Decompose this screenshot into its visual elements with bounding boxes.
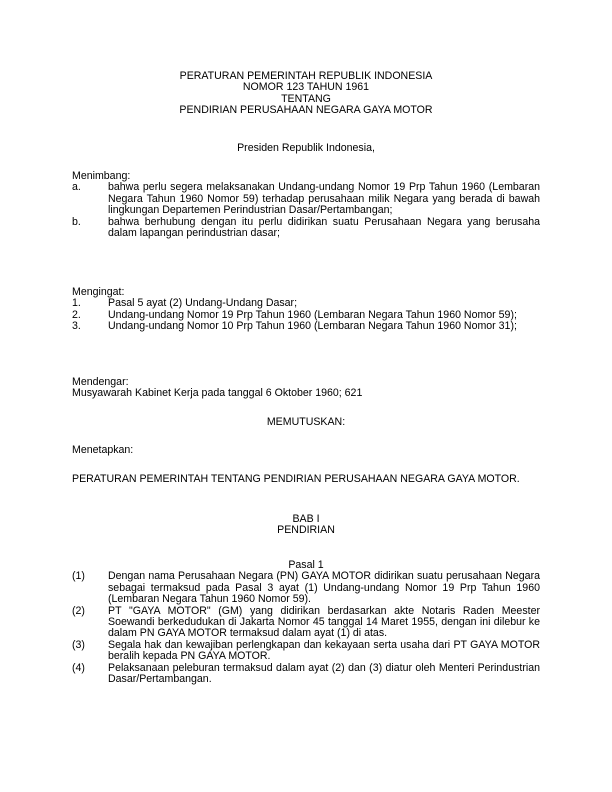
item-number: 3. (72, 320, 81, 333)
title-line: PENDIRIAN PERUSAHAAN NEGARA GAYA MOTOR (179, 104, 433, 117)
item-number: b. (72, 215, 81, 228)
item-number: 2. (72, 308, 81, 321)
chapter-subtitle: PENDIRIAN (277, 524, 335, 537)
item-text: Dengan nama Perusahaan Negara (PN) GAYA MOTOR didirikan suatu perusahaan Negara sebagai termaksud pada Pasal 3 ayat (1) Undang-undang Nomor 19 Prp Tahun 1960 (Lembaran Negara Tahun 1960 Nomor 59). (108, 570, 540, 606)
mendengar-section (72, 377, 540, 400)
pasal-1-section (72, 560, 540, 685)
item-number: (4) (72, 661, 85, 674)
title-line: TENTANG (281, 92, 331, 105)
list-item (72, 606, 540, 640)
item-text: Undang-undang Nomor 10 Prp Tahun 1960 (Lembaran Negara Tahun 1960 Nomor 31); (108, 320, 517, 333)
item-text: Segala hak dan kewajiban perlengkapan dan kekayaan serta usaha dari PT GAYA MOTOR beralih kepada PN GAYA MOTOR. (108, 638, 540, 663)
item-text: PT "GAYA MOTOR" (GM) yang didirikan berdasarkan akte Notaris Raden Meester Soewandi berkedudukan di Jakarta Nomor 45 tanggal 14 Maret 1955, dengan ini dilebur ke dalam PN GAYA MOTOR termaksud dalam ayat (1) di atas. (108, 604, 540, 640)
item-number: (3) (72, 638, 85, 651)
item-number: (2) (72, 604, 85, 617)
list-item (72, 663, 540, 686)
section-heading: Mengingat: (72, 286, 125, 298)
document-title (72, 71, 540, 117)
item-text: bahwa perlu segera melaksanakan Undang-undang Nomor 19 Prp Tahun 1960 (Lembaran Negara Tahun 1960 Nomor 59) terhadap perusahaan milik Negara yang berada di bawah lingkungan Departemen Perindustrian Dasar/Pertambangan; (108, 181, 540, 217)
item-text: Pelaksanaan peleburan termaksud dalam ayat (2) dan (3) diatur oleh Menteri Perindustrian Dasar/Pertambangan. (108, 661, 540, 686)
list-item (72, 217, 540, 240)
item-number: 1. (72, 297, 81, 310)
mengingat-section (72, 287, 540, 333)
list-item (72, 321, 540, 332)
chapter-heading (72, 514, 540, 537)
section-heading: Mendengar: (72, 376, 129, 388)
chapter-title: BAB I (292, 513, 320, 525)
list-item (72, 182, 540, 216)
list-item (72, 571, 540, 605)
list-item (72, 640, 540, 663)
item-text: Undang-undang Nomor 19 Prp Tahun 1960 (Lembaran Negara Tahun 1960 Nomor 59); (108, 308, 517, 321)
item-text: Pasal 5 ayat (2) Undang-Undang Dasar; (108, 297, 298, 310)
item-number: (1) (72, 570, 85, 583)
section-heading: Menimbang: (72, 170, 131, 182)
menetapkan-text: PERATURAN PEMERINTAH TENTANG PENDIRIAN PERUSAHAAN NEGARA GAYA MOTOR. (72, 473, 520, 485)
section-text: Musyawarah Kabinet Kerja pada tanggal 6 Oktober 1960; 621 (72, 387, 363, 400)
menimbang-section (72, 171, 540, 239)
president-line: Presiden Republik Indonesia, (237, 142, 375, 154)
title-line: PERATURAN PEMERINTAH REPUBLIK INDONESIA (179, 70, 433, 82)
article-heading: Pasal 1 (288, 559, 324, 571)
item-number: a. (72, 181, 81, 194)
memutuskan-heading: MEMUTUSKAN: (266, 416, 346, 428)
title-line: NOMOR 123 TAHUN 1961 (242, 81, 370, 94)
item-text: bahwa berhubung dengan itu perlu didirikan suatu Perusahaan Negara yang berusaha dalam lapangan perindustrian dasar; (108, 215, 540, 240)
menetapkan-heading: Menetapkan: (72, 444, 134, 456)
